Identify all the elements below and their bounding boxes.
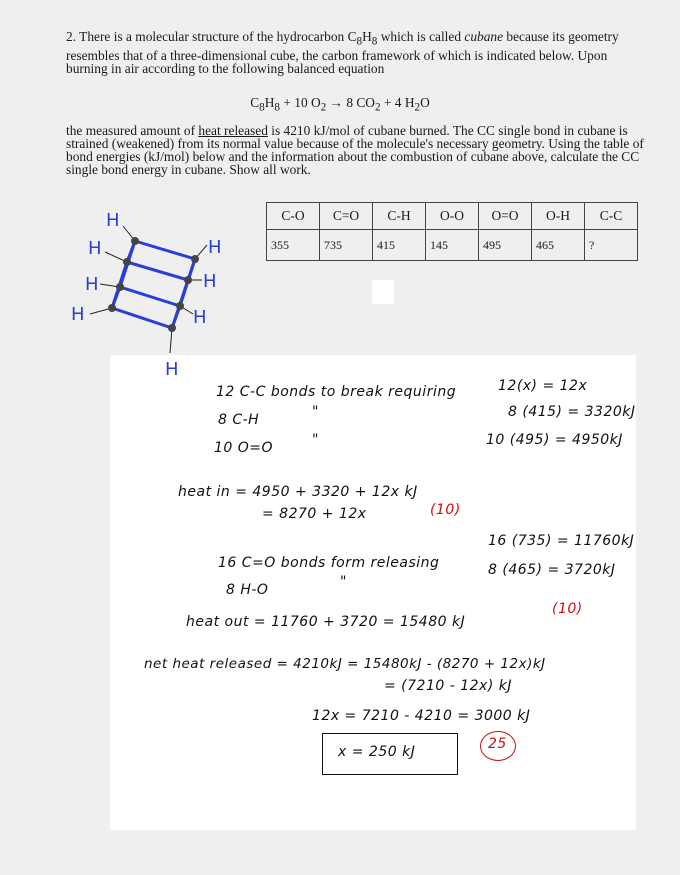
work-line-cc-bonds: 12 C-C bonds to break requiring [216,384,457,400]
h-label: H [165,359,179,380]
work-line-oo-bonds: 10 O=O [214,440,274,456]
bond-header: C=O [320,203,373,230]
balanced-equation: $C_8H_8 + 10$ $O_2 \to 8$ $CO_2 + 4$ $H_2O$ [250,95,430,114]
work-line-solve: 12x = 7210 - 4210 = 3000 kJ [312,708,531,724]
scanned-page-margin-right [636,355,680,875]
work-line-co-bonds: 16 C=O bonds form releasing [218,555,440,571]
cube-frame [112,241,195,328]
h-label: H [106,210,120,231]
h-label: H [203,271,217,292]
ditto-mark: " [340,574,347,590]
bond-header: O-H [532,203,585,230]
scanned-page-footer [0,830,680,875]
problem-number: 2. [66,29,77,44]
h-label: H [193,307,207,328]
grade-mark: (10) [552,601,583,617]
bond-header: C-O [267,203,320,230]
work-line-co-energy: 16 (735) = 11760kJ [488,533,635,549]
work-line-net-heat-simplified: = (7210 - 12x) kJ [384,678,512,694]
ditto-mark: " [312,404,319,420]
problem-paragraph-2: the measured amount of heat released is 4210 kJ/mol of cubane burned. The CC single bond in cubane is strained (weakened) from its normal value because of the molecule's necessary geometry. Using the table of bond energies (kJ/mol) below and the information about the combustion of cubane above, calculate the CC single bond energy in cubane. Show all work. [66,123,644,177]
bond-energy-table [266,202,638,261]
work-line-net-heat: net heat released = 4210kJ = 15480kJ - (8270 + 12x)kJ [144,656,546,672]
bond-value: 355 [267,230,320,261]
bond-header: C-H [373,203,426,230]
h-label: H [71,304,85,325]
h-label: H [208,237,222,258]
bond-header: C-C [585,203,638,230]
redaction-box [372,280,394,304]
bond-header: O=O [479,203,532,230]
bond-value: ? [585,230,638,261]
score: 25 [488,736,507,752]
bond-table-header-row [267,203,638,230]
work-line-cc-energy: 12(x) = 12x [498,378,588,394]
grade-mark: (10) [430,502,461,518]
bond-value: 145 [426,230,479,261]
bond-value: 735 [320,230,373,261]
bond-value: 415 [373,230,426,261]
bond-value: 495 [479,230,532,261]
h-label: H [88,238,102,259]
problem-statement: 2. There is a molecular structure of the hydrocarbon $C_8H_8$ which is called cubane because its geometry resembles that of a three-dimensional cube, the carbon framework of which is indicated below. Upon burning in air according to the following balanced equation [66,29,619,76]
work-line-heat-in-total: = 8270 + 12x [262,506,367,522]
work-line-ch-bonds: 8 C-H [218,412,260,428]
compound-name: cubane [464,29,504,44]
final-answer: x = 250 kJ [338,744,416,760]
ditto-mark: " [312,432,319,448]
bond-header: O-O [426,203,479,230]
scanned-page-margin-left [0,355,110,875]
heat-released-phrase: heat released [198,123,268,138]
work-line-ho-energy: 8 (465) = 3720kJ [488,562,616,578]
bond-value: 465 [532,230,585,261]
work-line-heat-out: heat out = 11760 + 3720 = 15480 kJ [186,614,466,630]
work-line-oo-energy: 10 (495) = 4950kJ [486,432,623,448]
h-label: H [85,274,99,295]
cubane-structure-diagram [60,200,240,385]
work-line-ho-bonds: 8 H-O [226,582,269,598]
work-line-heat-in: heat in = 4950 + 3320 + 12x kJ [178,484,418,500]
work-line-ch-energy: 8 (415) = 3320kJ [508,404,636,420]
bond-table-values-row [267,230,638,261]
